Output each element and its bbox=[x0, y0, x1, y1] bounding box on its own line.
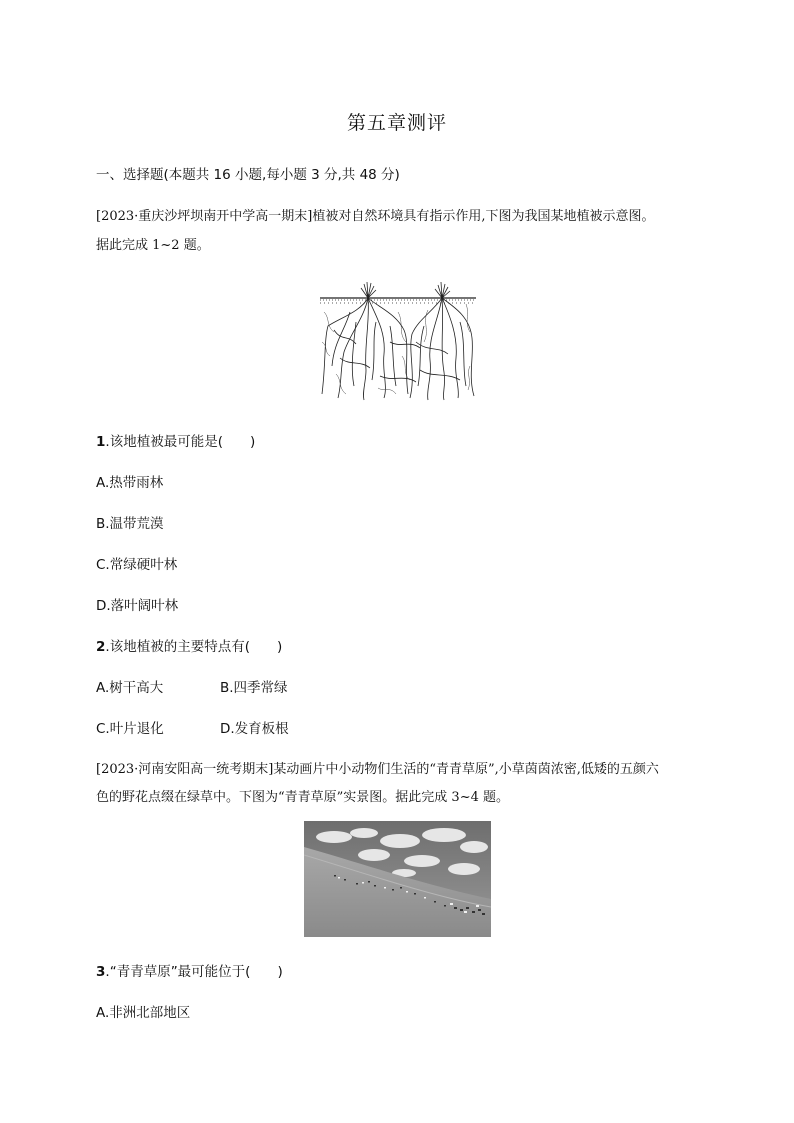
context-2-line-1: [2023·河南安阳高一统考期末]某动画片中小动物们生活的“青青草原”,小草茵茵浓密,低矮的五颜六 bbox=[96, 762, 659, 777]
question-1-number: 1 bbox=[96, 434, 106, 450]
question-2-option-a: A.树干高大 bbox=[96, 680, 164, 696]
question-2-text: .该地植被的主要特点有( ) bbox=[105, 639, 283, 655]
question-1-option-d: D.落叶阔叶林 bbox=[96, 598, 179, 614]
question-2-option-b: B.四季常绿 bbox=[220, 680, 288, 696]
question-1-stem bbox=[96, 430, 255, 450]
question-3-stem bbox=[96, 960, 283, 980]
section-heading: 一、选择题(本题共 16 小题,每小题 3 分,共 48 分) bbox=[96, 167, 400, 183]
question-1-option-c: C.常绿硬叶林 bbox=[96, 557, 178, 573]
question-3-option-a: A.非洲北部地区 bbox=[96, 1005, 191, 1021]
question-2-stem bbox=[96, 635, 282, 655]
page-title: 第五章测评 bbox=[346, 112, 447, 134]
grassland-photo bbox=[304, 821, 491, 937]
question-2-option-d: D.发育板根 bbox=[220, 721, 289, 737]
question-1-option-b: B.温带荒漠 bbox=[96, 516, 164, 532]
context-2-line-2: 色的野花点缀在绿草中。下图为“青青草原”实景图。据此完成 3~4 题。 bbox=[96, 790, 509, 805]
question-3-text: .“青青草原”最可能位于( ) bbox=[105, 964, 283, 980]
question-1-option-a: A.热带雨林 bbox=[96, 475, 164, 491]
vegetation-root-diagram bbox=[320, 282, 476, 402]
question-2-number: 2 bbox=[96, 639, 106, 655]
context-1-line-1: [2023·重庆沙坪坝南开中学高一期末]植被对自然环境具有指示作用,下图为我国某地植被示意图。 bbox=[96, 209, 655, 224]
question-1-text: .该地植被最可能是( ) bbox=[105, 434, 256, 450]
context-1-line-2: 据此完成 1~2 题。 bbox=[96, 238, 210, 253]
question-3-number: 3 bbox=[96, 964, 106, 980]
question-2-option-c: C.叶片退化 bbox=[96, 721, 164, 737]
